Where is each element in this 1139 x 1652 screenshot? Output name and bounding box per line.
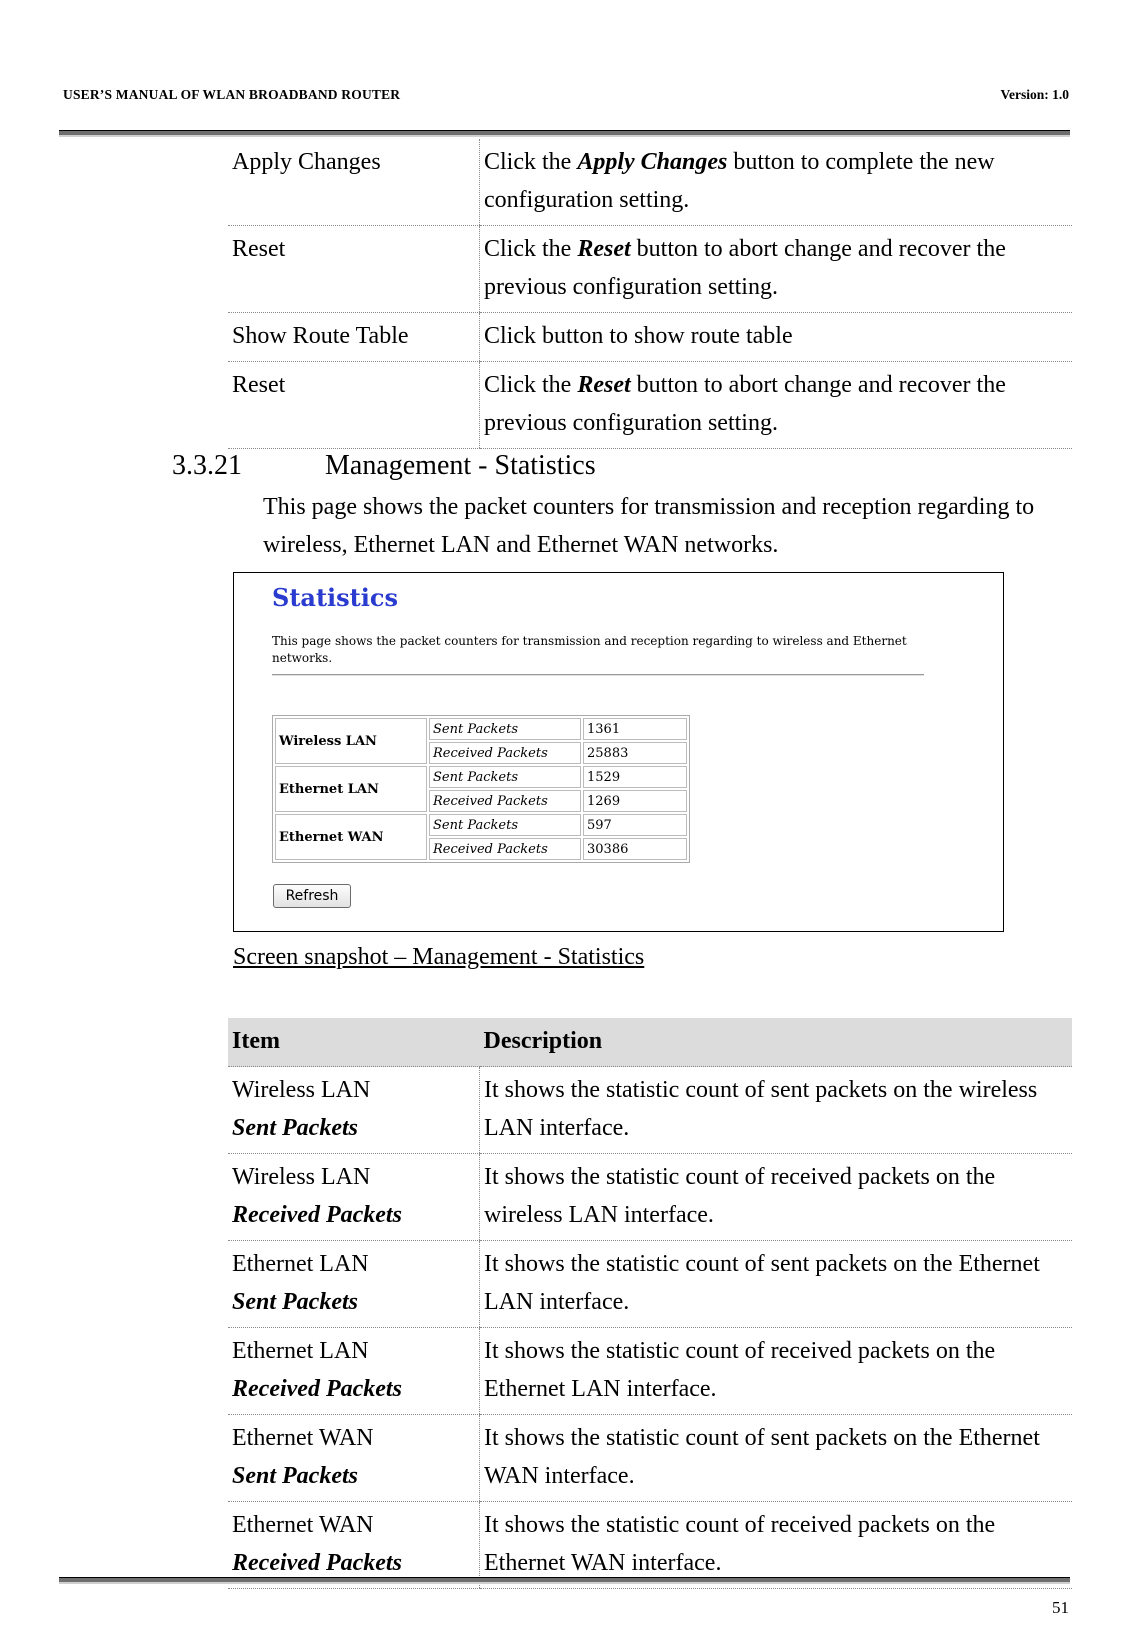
table-row	[228, 313, 1072, 362]
counter-label: Sent Packets	[429, 766, 581, 788]
counter-value: 597	[583, 814, 687, 836]
table-row	[228, 1154, 1072, 1241]
counter-label: Sent Packets	[429, 718, 581, 740]
statistics-table	[272, 715, 690, 863]
item-cell: Reset	[228, 362, 480, 449]
description-cell: It shows the statistic count of sent packets on the Ethernet WAN interface.	[480, 1415, 1073, 1502]
counter-value: 1361	[583, 718, 687, 740]
stats-row	[275, 718, 687, 740]
table-row	[228, 1415, 1072, 1502]
table-header	[228, 1018, 1072, 1067]
item-cell: Ethernet LAN Received Packets	[228, 1328, 480, 1415]
counter-label: Received Packets	[429, 838, 581, 860]
section-heading	[172, 450, 596, 482]
figure-caption: Screen snapshot – Management - Statistics	[233, 944, 645, 970]
item-cell: Ethernet WAN Received Packets	[228, 1502, 480, 1589]
counter-label: Received Packets	[429, 742, 581, 764]
statistics-description: This page shows the packet counters for transmission and reception regarding to wireless and Ethernet networks.	[272, 634, 907, 665]
table-row	[228, 226, 1072, 313]
description-cell: It shows the statistic count of sent packets on the wireless LAN interface.	[480, 1067, 1073, 1154]
table-row	[228, 1502, 1072, 1589]
description-cell: It shows the statistic count of sent packets on the Ethernet LAN interface.	[480, 1241, 1073, 1328]
counter-value: 25883	[583, 742, 687, 764]
description-cell: Click the Reset button to abort change and recover the previous configuration setting.	[480, 226, 1073, 313]
item-cell: Apply Changes	[228, 139, 480, 226]
group-label: Wireless LAN	[275, 718, 427, 764]
counter-value: 30386	[583, 838, 687, 860]
description-cell: It shows the statistic count of received packets on the Ethernet LAN interface.	[480, 1328, 1073, 1415]
group-label: Ethernet LAN	[275, 766, 427, 812]
item-cell: Ethernet WAN Sent Packets	[228, 1415, 480, 1502]
table-row	[228, 1067, 1072, 1154]
stats-row	[275, 814, 687, 836]
item-cell: Wireless LAN Sent Packets	[228, 1067, 480, 1154]
table-row	[228, 139, 1072, 226]
counter-label: Received Packets	[429, 790, 581, 812]
counter-value: 1529	[583, 766, 687, 788]
table-row	[228, 1241, 1072, 1328]
counter-label: Sent Packets	[429, 814, 581, 836]
table-row	[228, 362, 1072, 449]
description-cell: It shows the statistic count of received packets on the Ethernet WAN interface.	[480, 1502, 1073, 1589]
table-row	[228, 1328, 1072, 1415]
statistics-title: Statistics	[272, 583, 399, 612]
refresh-button[interactable]: Refresh	[273, 884, 351, 908]
group-label: Ethernet WAN	[275, 814, 427, 860]
column-header-item: Item	[228, 1018, 480, 1067]
header-rule	[59, 130, 1070, 137]
section-title: Management - Statistics	[325, 450, 596, 481]
page-number: 51	[1052, 1598, 1069, 1617]
description-cell: Click the Reset button to abort change and recover the previous configuration setting.	[480, 362, 1073, 449]
version-label: Version: 1.0	[1000, 87, 1069, 102]
stats-row	[275, 766, 687, 788]
section-number: 3.3.21	[172, 450, 242, 481]
description-cell: Click button to show route table	[480, 313, 1073, 362]
footer-rule	[59, 1577, 1070, 1584]
item-cell: Show Route Table	[228, 313, 480, 362]
item-cell: Reset	[228, 226, 480, 313]
manual-title: USER’S MANUAL OF WLAN BROADBAND ROUTER	[63, 87, 401, 102]
description-cell: It shows the statistic count of received packets on the wireless LAN interface.	[480, 1154, 1073, 1241]
item-description-table	[228, 1018, 1072, 1589]
statistics-screenshot	[233, 572, 1004, 932]
divider	[272, 674, 924, 676]
item-cell: Wireless LAN Received Packets	[228, 1154, 480, 1241]
column-header-description: Description	[480, 1018, 1073, 1067]
description-cell: Click the Apply Changes button to complete the new configuration setting.	[480, 139, 1073, 226]
item-cell: Ethernet LAN Sent Packets	[228, 1241, 480, 1328]
section-intro: This page shows the packet counters for transmission and reception regarding to wireless, Ethernet LAN and Ethernet WAN networks.	[263, 494, 1035, 558]
counter-value: 1269	[583, 790, 687, 812]
button-description-table	[228, 139, 1072, 449]
